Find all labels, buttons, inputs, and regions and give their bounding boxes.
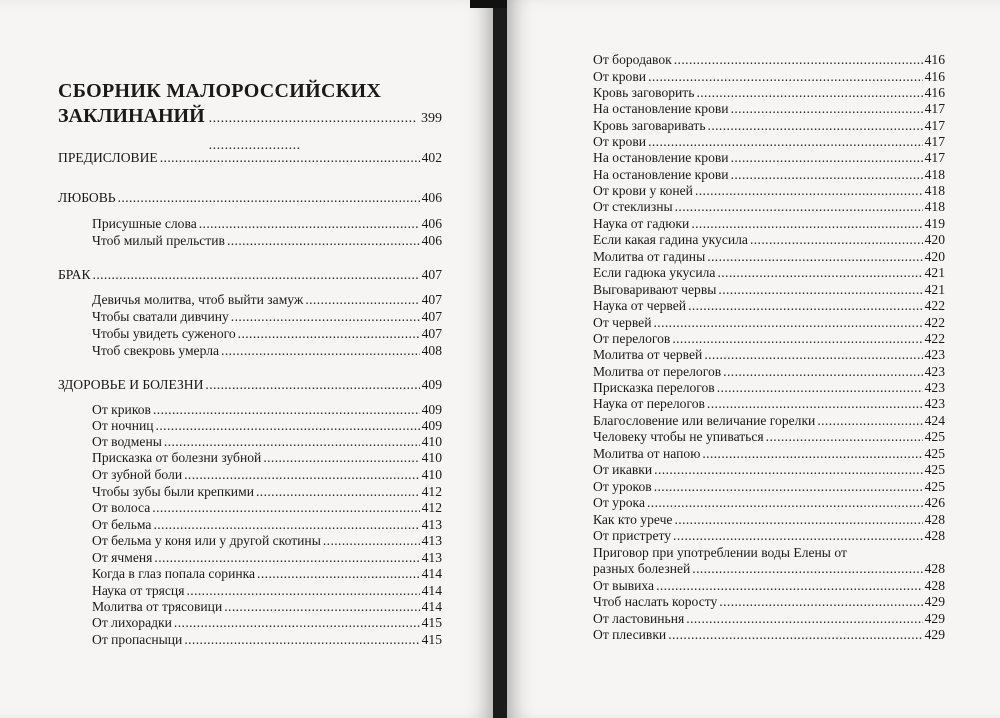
toc-entry[interactable]: БРАК . . . 407 (58, 267, 442, 283)
toc-entry[interactable]: Молитва от гадины . . . 420 (593, 249, 945, 265)
toc-entry[interactable]: От червей . . . 422 (593, 315, 945, 331)
toc-entry[interactable]: От стеклизны . . . 418 (593, 199, 945, 215)
toc-entry[interactable]: От урока . . . 426 (593, 495, 945, 511)
toc-entry[interactable]: разных болезней . . . 428 (593, 561, 945, 577)
toc-entry[interactable]: Молитва от трясовици . . . 414 (92, 599, 442, 615)
toc-entry[interactable]: От крови у коней . . . 418 (593, 183, 945, 199)
toc-entry[interactable]: От плесивки . . . 429 (593, 627, 945, 643)
toc-entry[interactable]: Присушные слова . . . 406 (92, 216, 442, 232)
toc-entry[interactable]: От бельма у коня или у другой скотины . . . 413 (92, 533, 442, 549)
toc-entry[interactable]: Приговор при употреблении воды Елены от (593, 545, 847, 560)
toc-entry[interactable]: От крови . . . 416 (593, 69, 945, 85)
toc-entry[interactable]: Чтоб милый прельстив . . . 406 (92, 233, 442, 249)
toc-entry[interactable]: От пропасныци . . . 415 (92, 632, 442, 648)
toc-entry[interactable]: Кровь заговорить . . . 416 (593, 85, 945, 101)
toc-entry[interactable]: Наука от трясця . . . 414 (92, 583, 442, 599)
toc-entry[interactable]: От зубной боли . . . 410 (92, 467, 442, 483)
toc-entry[interactable]: Как кто урече . . . 428 (593, 512, 945, 528)
toc-entry[interactable]: На остановление крови . . . 418 (593, 167, 945, 183)
toc-entry[interactable]: От ночниц . . . 409 (92, 418, 442, 434)
toc-entry[interactable]: От уроков . . . 425 (593, 479, 945, 495)
toc-entry[interactable]: От икавки . . . 425 (593, 462, 945, 478)
toc-entry[interactable]: От бельма . . . 413 (92, 517, 442, 533)
left-page (0, 0, 493, 718)
collection-title-page: 399 (421, 111, 442, 126)
right-page (507, 0, 1000, 718)
toc-entry[interactable]: Наука от гадюки . . . 419 (593, 216, 945, 232)
toc-entry[interactable]: Чтоб наслать коросту . . . 429 (593, 594, 945, 610)
toc-entry[interactable]: Благословение или величание горелки . . . 424 (593, 413, 945, 429)
toc-entry[interactable]: ЛЮБОВЬ . . . 406 (58, 190, 442, 206)
toc-entry[interactable]: От пристрету . . . 428 (593, 528, 945, 544)
toc-entry[interactable]: На остановление крови . . . 417 (593, 150, 945, 166)
toc-entry[interactable]: Наука от червей . . . 422 (593, 298, 945, 314)
toc-entry[interactable]: Чтобы зубы были крепкими . . . 412 (92, 484, 442, 500)
toc-entry[interactable]: Когда в глаз попала соринка . . . 414 (92, 566, 442, 582)
toc-entry[interactable]: Чтобы сватали дивчину . . . 407 (92, 309, 442, 325)
toc-entry[interactable]: Девичья молитва, чтоб выйти замуж . . . 407 (92, 292, 442, 308)
toc-entry[interactable]: Молитва от напою . . . 425 (593, 446, 945, 462)
toc-entry[interactable]: ЗДОРОВЬЕ И БОЛЕЗНИ . . . 409 (58, 377, 442, 393)
toc-entry[interactable]: От перелогов . . . 422 (593, 331, 945, 347)
toc-entry[interactable]: От волоса . . . 412 (92, 500, 442, 516)
toc-entry[interactable]: От ячменя . . . 413 (92, 550, 442, 566)
toc-entry[interactable]: От криков . . . 409 (92, 402, 442, 418)
toc-entry[interactable]: Молитва от червей . . . 423 (593, 347, 945, 363)
toc-entry[interactable]: На остановление крови . . . 417 (593, 101, 945, 117)
toc-entry[interactable]: Человеку чтобы не упиваться . . . 425 (593, 429, 945, 445)
collection-title: СБОРНИК МАЛОРОССИЙСКИХ (58, 80, 382, 102)
toc-entry[interactable]: Чтобы увидеть суженого . . . 407 (92, 326, 442, 342)
collection-title-line2: ЗАКЛИНАНИЙ (58, 105, 205, 127)
toc-entry[interactable]: Чтоб свекровь умерла . . . 408 (92, 343, 442, 359)
toc-entry[interactable]: От лихорадки . . . 415 (92, 615, 442, 631)
toc-entry[interactable]: ПРЕДИСЛОВИЕ . . . 402 (58, 150, 442, 166)
book-spine-gutter (493, 0, 507, 718)
toc-entry[interactable]: От бородавок . . . 416 (593, 52, 945, 68)
toc-entry[interactable]: Присказка от болезни зубной . . . 410 (92, 450, 442, 466)
toc-entry[interactable]: От водмены . . . 410 (92, 434, 442, 450)
toc-entry[interactable]: От вывиха . . . 428 (593, 578, 945, 594)
toc-entry[interactable]: Если какая гадина укусила . . . 420 (593, 232, 945, 248)
toc-entry[interactable]: Выговаривают червы . . . 421 (593, 282, 945, 298)
toc-entry[interactable]: Кровь заговаривать . . . 417 (593, 118, 945, 134)
toc-entry[interactable]: Присказка перелогов . . . 423 (593, 380, 945, 396)
toc-entry[interactable]: Молитва от перелогов . . . 423 (593, 364, 945, 380)
toc-entry[interactable]: От крови . . . 417 (593, 134, 945, 150)
toc-entry[interactable]: Если гадюка укусила . . . 421 (593, 265, 945, 281)
toc-entry[interactable]: От ластовиньня . . . 429 (593, 611, 945, 627)
toc-entry[interactable]: Наука от перелогов . . . 423 (593, 396, 945, 412)
